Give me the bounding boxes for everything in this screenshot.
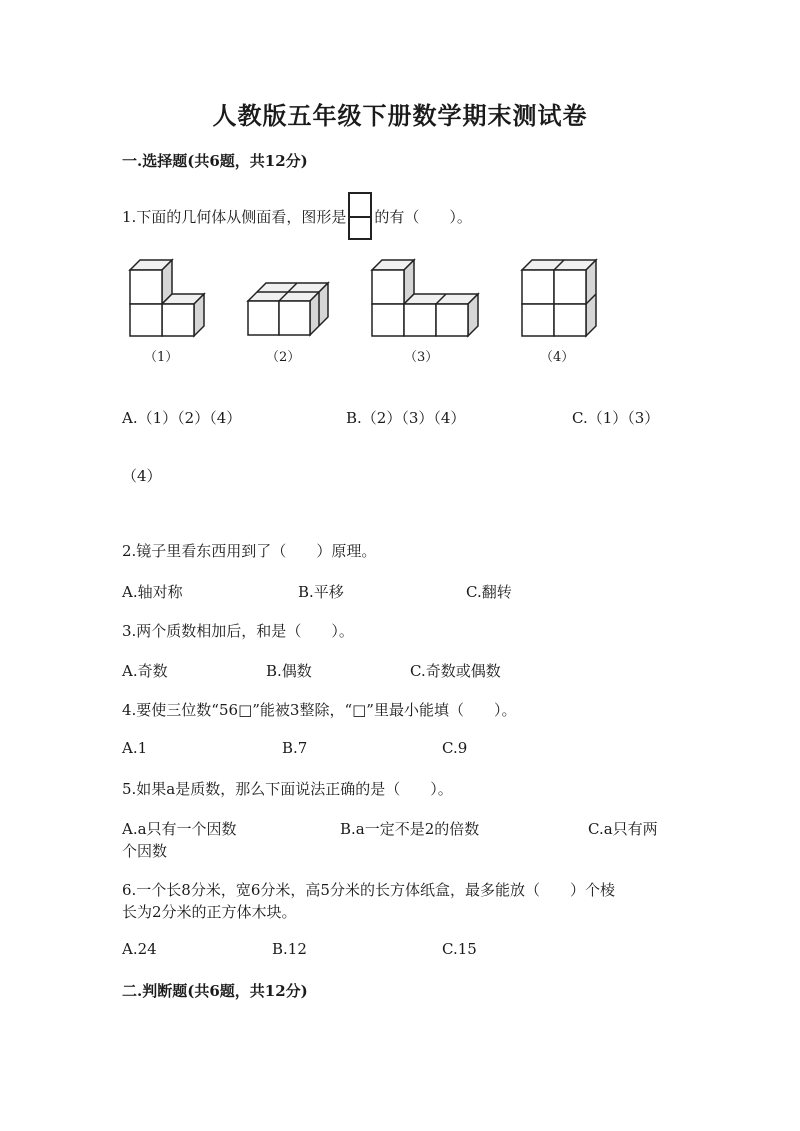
section-heading-choice: 一.选择题(共6题，共12分)	[122, 152, 308, 170]
q4-option-c[interactable]: C.9	[442, 739, 468, 757]
q6-option-c[interactable]: C.15	[442, 940, 477, 958]
solid-figure-1	[120, 250, 220, 345]
figure-caption-4: （4）	[540, 350, 575, 365]
q6-option-b[interactable]: B.12	[272, 940, 307, 958]
figure-3-cubes	[372, 260, 478, 336]
figure-caption-1: （1）	[144, 350, 179, 365]
q5-option-b[interactable]: B.a一定不是2的倍数	[340, 820, 480, 838]
q2-option-c[interactable]: C.翻转	[466, 583, 512, 601]
q5-option-c[interactable]: C.a只有两	[588, 820, 658, 838]
figure-1-cubes	[130, 260, 204, 336]
figure-caption-3: （3）	[404, 350, 439, 365]
side-view-shape-icon	[348, 192, 372, 240]
q1-option-c-continued: （4）	[122, 467, 162, 485]
question-6-line-2: 长为2分米的正方体木块。	[122, 903, 297, 921]
q1-option-a[interactable]: A.（1）（2）（4）	[122, 409, 242, 427]
figure-caption-2: （2）	[266, 350, 301, 365]
figure-2-cubes	[248, 283, 328, 335]
q3-option-c[interactable]: C.奇数或偶数	[410, 662, 501, 680]
section-heading-judgment: 二.判断题(共6题，共12分)	[122, 982, 308, 1000]
q2-option-b[interactable]: B.平移	[298, 583, 344, 601]
q2-option-a[interactable]: A.轴对称	[122, 583, 183, 601]
figure-4-cubes	[522, 260, 596, 336]
question-4: 4.要使三位数“56□”能被3整除，“□”里最小能填（ ）。	[122, 701, 517, 719]
solid-figure-2	[240, 275, 340, 340]
solid-figure-3	[364, 250, 489, 345]
page-title: 人教版五年级下册数学期末测试卷	[212, 101, 588, 130]
q3-option-a[interactable]: A.奇数	[122, 662, 168, 680]
question-6-line-1: 6.一个长8分米，宽6分米，高5分米的长方体纸盒，最多能放（ ）个棱	[122, 881, 615, 899]
question-3: 3.两个质数相加后，和是（ ）。	[122, 622, 354, 640]
question-1-text-after: 的有（ ）。	[374, 208, 472, 226]
q1-option-b[interactable]: B.（2）（3）（4）	[346, 409, 466, 427]
question-2: 2.镜子里看东西用到了（ ）原理。	[122, 542, 377, 560]
question-1-text-before: 1.下面的几何体从侧面看，图形是	[122, 208, 347, 226]
q4-option-a[interactable]: A.1	[122, 739, 148, 757]
question-1	[122, 194, 472, 242]
q5-option-c-continued: 个因数	[122, 842, 168, 860]
q3-option-b[interactable]: B.偶数	[266, 662, 312, 680]
q1-option-c[interactable]: C.（1）（3）	[572, 409, 660, 427]
q4-option-b[interactable]: B.7	[282, 739, 308, 757]
question-5: 5.如果a是质数，那么下面说法正确的是（ ）。	[122, 780, 453, 798]
solid-figure-4	[514, 250, 609, 345]
q5-option-a[interactable]: A.a只有一个因数	[122, 820, 237, 838]
q6-option-a[interactable]: A.24	[122, 940, 157, 958]
